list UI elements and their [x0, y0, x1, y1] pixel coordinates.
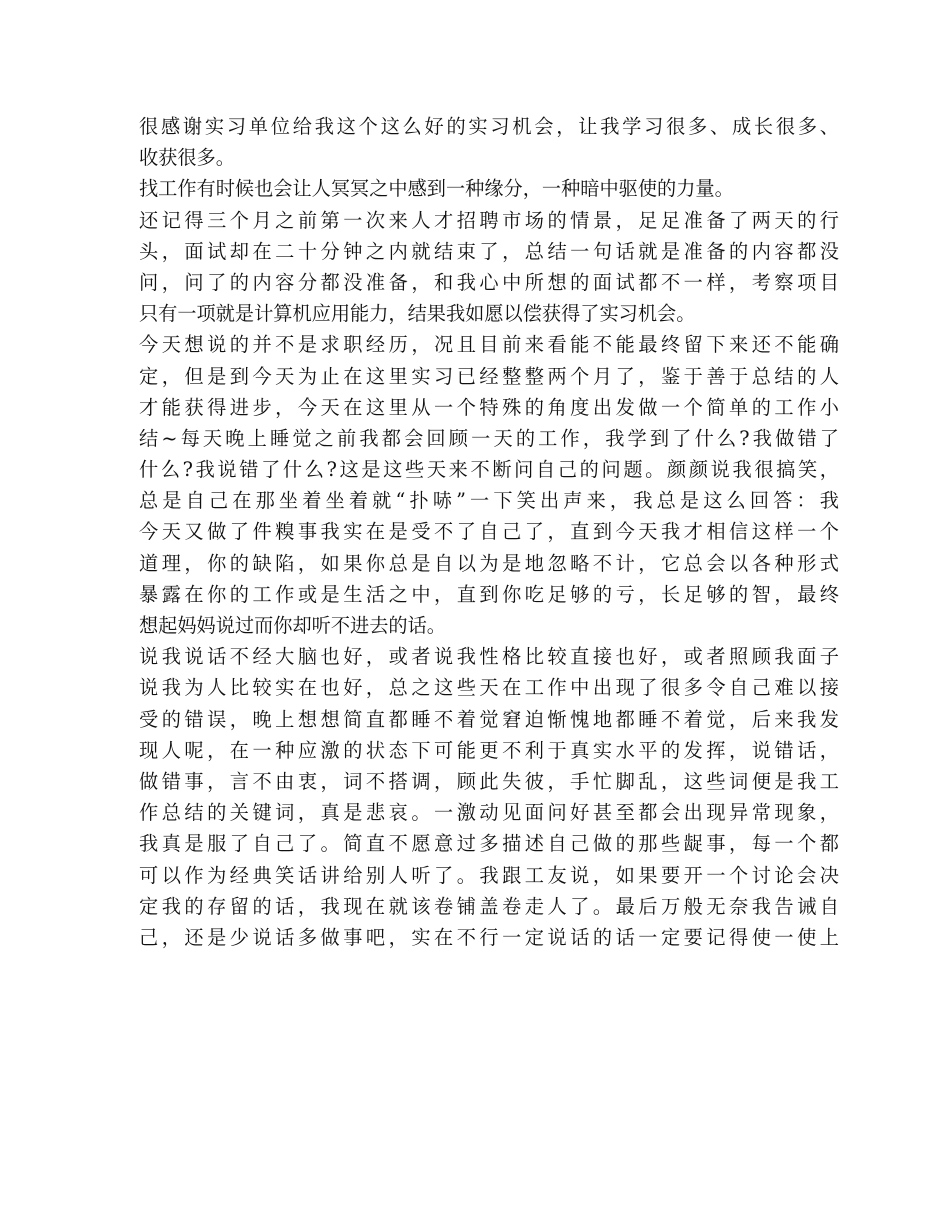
text-line: 问，问了的内容分都没准备，和我心中所想的面试都不一样，考察项目 — [139, 270, 839, 294]
text-line: 暴露在你的工作或是生活之中，直到你吃足够的亏，长足够的智，最终 — [139, 582, 839, 606]
text-line: 收获很多。 — [139, 146, 235, 170]
paragraph-3 — [139, 329, 839, 641]
paragraph-2 — [139, 173, 839, 329]
text-line: 什么?我说错了什么?这是这些天来不断问自己的问题。颜颜说我很搞笑， — [139, 458, 839, 482]
text-line: 想起妈妈说过而你却听不进去的话。 — [139, 614, 446, 637]
text-line: 很感谢实习单位给我这个这么好的实习机会，让我学习很多、成长很多、 — [139, 115, 839, 138]
text-line: 结~每天晚上睡觉之前我都会回顾一天的工作，我学到了什么?我做错了 — [139, 426, 839, 450]
text-line: 今天想说的并不是求职经历，况且目前来看能不能最终留下来还不能确 — [139, 333, 839, 357]
text-line: 定我的存留的话，我现在就该卷铺盖卷走人了。最后万般无奈我告诫自 — [139, 894, 839, 918]
text-line: 才能获得进步，今天在这里从一个特殊的角度出发做一个简单的工作小 — [139, 395, 839, 419]
text-line: 道理，你的缺陷，如果你总是自以为是地忽略不计，它总会以各种形式 — [139, 551, 839, 575]
text-line: 己，还是少说话多做事吧，实在不行一定说话的话一定要记得使一使上 — [139, 925, 839, 949]
text-line: 头，面试却在二十分钟之内就结束了，总结一句话就是准备的内容都没 — [139, 239, 839, 263]
text-line: 还记得三个月之前第一次来人才招聘市场的情景，足足准备了两天的行 — [139, 208, 839, 232]
text-line: 定，但是到今天为止在这里实习已经整整两个月了，鉴于善于总结的人 — [139, 364, 839, 388]
paragraph-1 — [139, 111, 839, 173]
text-line: 作总结的关键词，真是悲哀。一激动见面问好甚至都会出现异常现象， — [139, 801, 839, 825]
text-line: 我真是服了自己了。简直不愿意过多描述自己做的那些龊事，每一个都 — [139, 832, 839, 856]
document-body — [139, 111, 839, 953]
paragraph-4 — [139, 641, 839, 953]
text-line: 受的错误，晚上想想简直都睡不着觉窘迫惭愧地都睡不着觉，后来我发 — [139, 707, 839, 731]
text-line: 说我为人比较实在也好，总之这些天在工作中出现了很多令自己难以接 — [139, 676, 839, 700]
text-line: 做错事，言不由衷，词不搭调，顾此失彼，手忙脚乱，这些词便是我工 — [139, 769, 839, 793]
text-line: 说我说话不经大脑也好，或者说我性格比较直接也好，或者照顾我面子 — [139, 645, 839, 669]
text-line: 只有一项就是计算机应用能力，结果我如愿以偿获得了实习机会。 — [139, 302, 696, 326]
text-line: 今天又做了件糗事我实在是受不了自己了，直到今天我才相信这样一个 — [139, 520, 839, 544]
text-line: 总是自己在那坐着坐着就“扑哧”一下笑出声来，我总是这么回答：我 — [139, 489, 839, 513]
text-line: 找工作有时候也会让人冥冥之中感到一种缘分，一种暗中驱使的力量。 — [139, 177, 734, 201]
text-line: 现人呢，在一种应激的状态下可能更不利于真实水平的发挥，说错话， — [139, 738, 839, 762]
text-line: 可以作为经典笑话讲给别人听了。我跟工友说，如果要开一个讨论会决 — [139, 863, 839, 887]
